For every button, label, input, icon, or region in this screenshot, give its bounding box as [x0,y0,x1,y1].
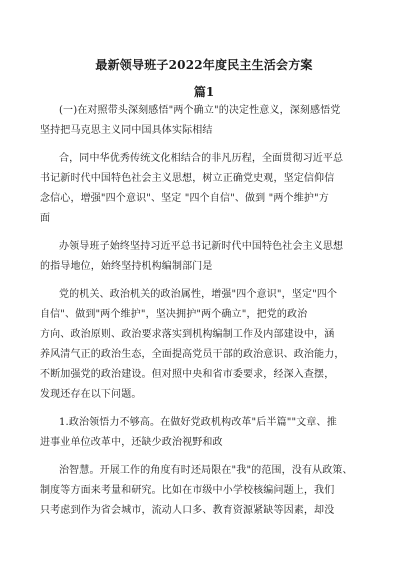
body-line: (一)在对照带头深刻感悟"两个确立"的决定性意义，深刻感悟党 [59,105,341,116]
body-line: 办领导班子始终坚持习近平总书记新时代中国特色社会主义思想 [59,241,344,252]
body-line: 自信"、做到"两个维护"，坚决拥护"两个确立"，把党的政治 [40,309,308,320]
body-line: 进事业单位改革中，还缺少政治视野和政 [40,437,223,448]
body-line: 不断加强党的政治建设。但对照中央和省市委要求，经深入查摆， [40,369,335,380]
body-line: 面 [40,213,51,224]
body-line: 养风清气正的政治生态，全面提高党员干部的政治意识、政治能力， [40,349,345,360]
body-line: 坚持把马克思主义同中国具体实际相结 [40,125,213,136]
body-line: 念信心，增强"四个意识"、坚定 "四个自信"、做到 "两个维护"方 [40,193,329,204]
body-line: 的指导地位，始终坚持机构编制部门是 [40,261,213,272]
body-line: 治智慧。开展工作的角度有时还局限在"我"的范围，没有从政策、 [59,465,353,476]
body-line: 书记新时代中国特色社会主义思想，树立正确党史观，坚定信仰信 [40,173,335,184]
section-heading: 篇1 [193,85,215,99]
body-line: 党的机关、政治机关的政治属性，增强"四个意识"，坚定"四个 [59,289,338,300]
body-line: 发现还存在以下问题。 [40,389,142,400]
document-title: 最新领导班子2022年度民主生活会方案 [95,58,313,72]
body-line: 合，同中华优秀传统文化相结合的非凡历程，全面贯彻习近平总 [59,153,344,164]
body-line: 制度等方面来考量和研究。比如在市级中小学校核编问题上，我们 [40,485,335,496]
body-line: 只考虑到作为省会城市，流动人口多、教育资源紧缺等因素，却没 [40,505,335,516]
body-line: 方向、政治原则、政治要求落实到机构编制工作及内部建设中，涵 [40,329,335,340]
body-line: 1.政治领悟力不够高。在做好党政机构改革"后半篇""文章、推 [59,417,337,428]
